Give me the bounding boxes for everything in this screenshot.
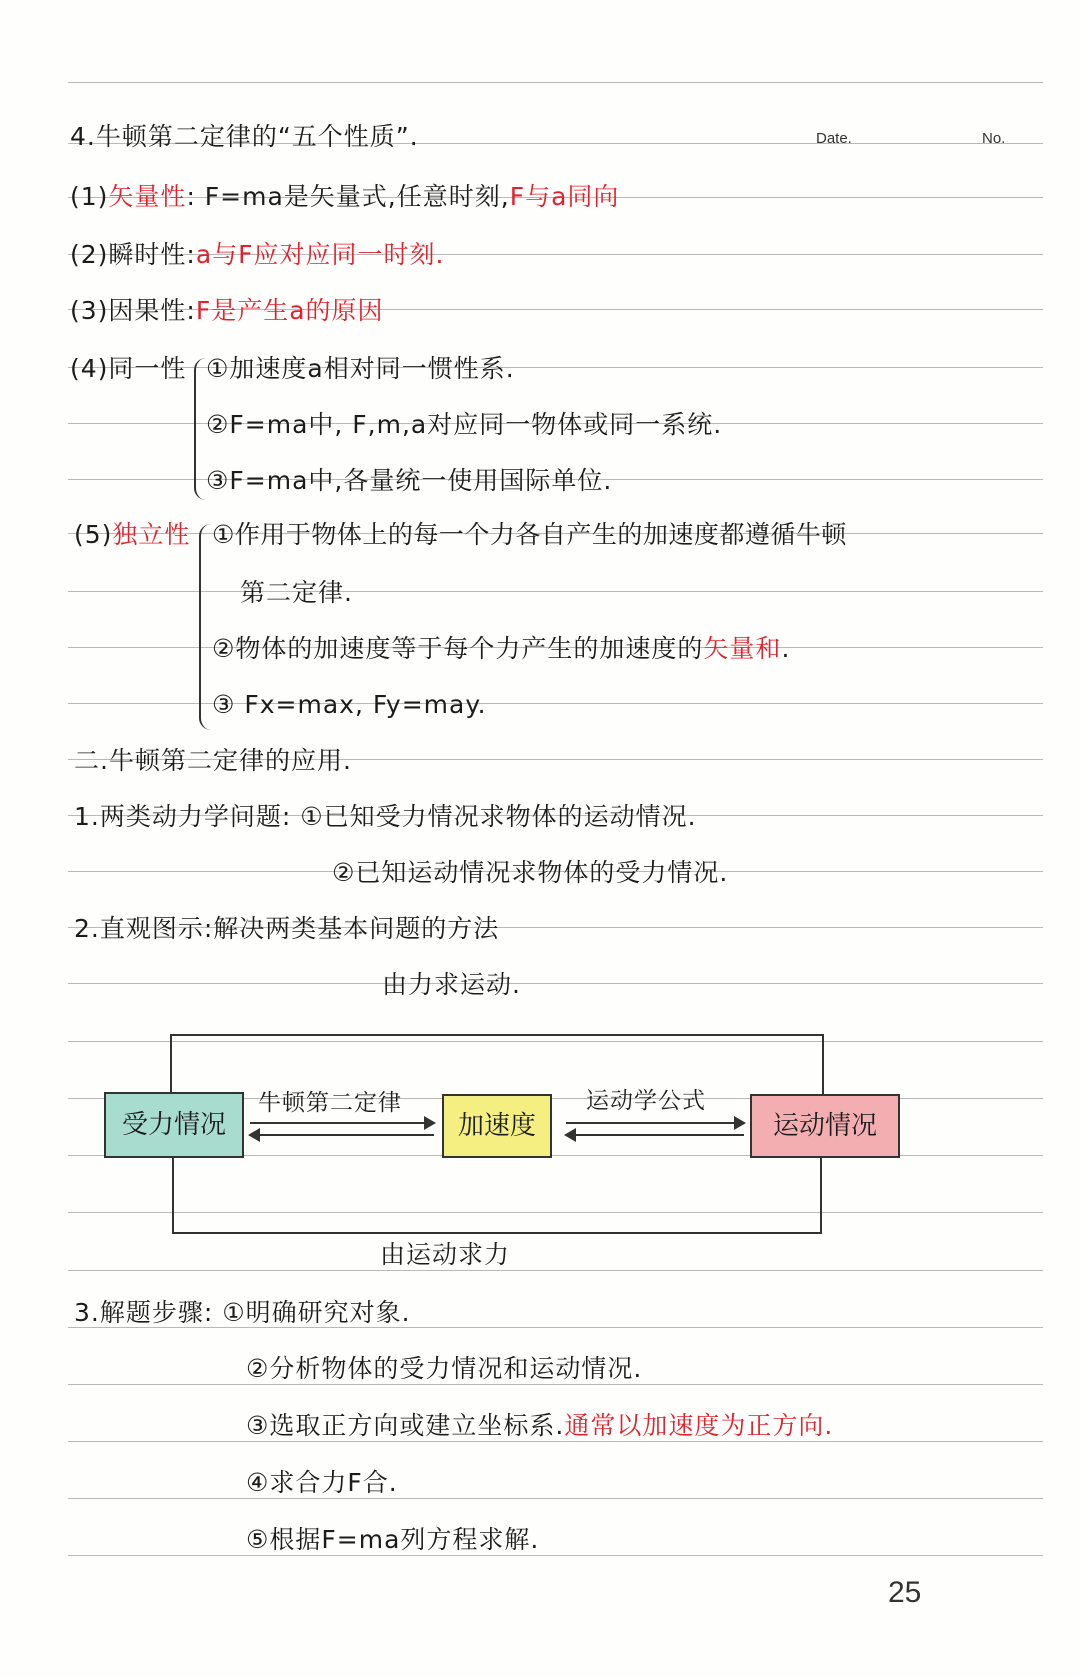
ruled-line — [68, 983, 1043, 984]
steps — [74, 1298, 411, 1328]
item-text: . — [781, 634, 791, 663]
diagram-bottom-label: 由运动求力 — [380, 1240, 511, 1269]
acceleration-box: 加速度 — [442, 1094, 552, 1158]
arrow-right — [250, 1122, 434, 1124]
brace — [199, 524, 211, 730]
step-item — [246, 1411, 833, 1441]
property-highlight: a与F应对应同一时刻. — [195, 240, 445, 269]
item-highlight: 矢量和 — [703, 634, 782, 663]
item-text: ②物体的加速度等于每个力产生的加速度的 — [212, 634, 704, 663]
page-number: 25 — [888, 1576, 922, 1609]
ruled-line — [68, 1498, 1043, 1499]
property-text: : F=ma是矢量式,任意时刻, — [186, 182, 510, 211]
ruled-line — [68, 1270, 1043, 1271]
independence-item-cont: 第二定律. — [240, 578, 353, 607]
property-independence-label — [74, 520, 190, 550]
diagram-heading: 2.直观图示:解决两类基本问题的方法 — [74, 914, 500, 943]
step-item: ②分析物体的受力情况和运动情况. — [246, 1354, 643, 1383]
ruled-line — [68, 1441, 1043, 1442]
identity-item: ①加速度a相对同一惯性系. — [206, 354, 515, 383]
property-vector — [70, 182, 619, 212]
independence-item: ③ Fx=max, Fy=may. — [212, 690, 487, 719]
property-instant — [70, 240, 445, 270]
identity-item: ③F=ma中,各量统一使用国际单位. — [206, 466, 613, 495]
problem-types — [74, 802, 697, 832]
ruled-line — [68, 1555, 1043, 1556]
identity-item: ②F=ma中, F,m,a对应同一物体或同一系统. — [206, 410, 723, 439]
arrow-left — [566, 1134, 744, 1136]
ruled-line — [68, 591, 1043, 592]
arrow-left — [250, 1134, 434, 1136]
force-box: 受力情况 — [104, 1092, 244, 1158]
item-label: 1.两类动力学问题: — [74, 802, 301, 831]
property-identity-label: (4)同一性 — [70, 354, 187, 383]
ruled-line — [68, 82, 1043, 83]
arrow-right — [566, 1122, 744, 1124]
step-text: ③选取正方向或建立坐标系. — [246, 1411, 565, 1440]
section-title: 4.牛顿第二定律的“五个性质”. — [70, 122, 419, 151]
step-item: ⑤根据F=ma列方程求解. — [246, 1525, 540, 1554]
step-item: ①明确研究对象. — [222, 1298, 411, 1327]
property-label: (1) — [70, 182, 109, 211]
independence-item: ①作用于物体上的每一个力各自产生的加速度都遵循牛顿 — [212, 520, 847, 549]
property-highlight: F是产生a的原因 — [195, 296, 384, 325]
property-causal — [70, 296, 384, 326]
ruled-line — [68, 1384, 1043, 1385]
section-title: 二.牛顿第二定律的应用. — [74, 746, 352, 775]
step-item: ④求合力F合. — [246, 1468, 398, 1497]
property-name: 矢量性 — [108, 182, 187, 211]
item-text: ①已知受力情况求物体的运动情况. — [300, 802, 697, 831]
arrow1-label: 牛顿第二定律 — [258, 1090, 402, 1116]
top-loop-line — [170, 1034, 824, 1094]
steps-label: 3.解题步骤: — [74, 1298, 223, 1327]
bottom-loop-line — [172, 1158, 822, 1234]
motion-box: 运动情况 — [750, 1094, 900, 1158]
brace — [194, 358, 206, 500]
no-label: No. — [982, 130, 1006, 147]
property-highlight: F与a同向 — [509, 182, 620, 211]
arrow2-label: 运动学公式 — [586, 1088, 706, 1114]
property-label: (5) — [74, 520, 113, 549]
date-label: Date. — [816, 130, 852, 147]
property-name: 独立性 — [112, 520, 191, 549]
problem-types-b: ②已知运动情况求物体的受力情况. — [332, 858, 729, 887]
property-label: (3)因果性: — [70, 296, 196, 325]
property-label: (2)瞬时性: — [70, 240, 196, 269]
independence-item — [212, 634, 790, 664]
step-highlight: 通常以加速度为正方向. — [564, 1411, 834, 1440]
diagram-top-label: 由力求运动. — [382, 970, 521, 999]
